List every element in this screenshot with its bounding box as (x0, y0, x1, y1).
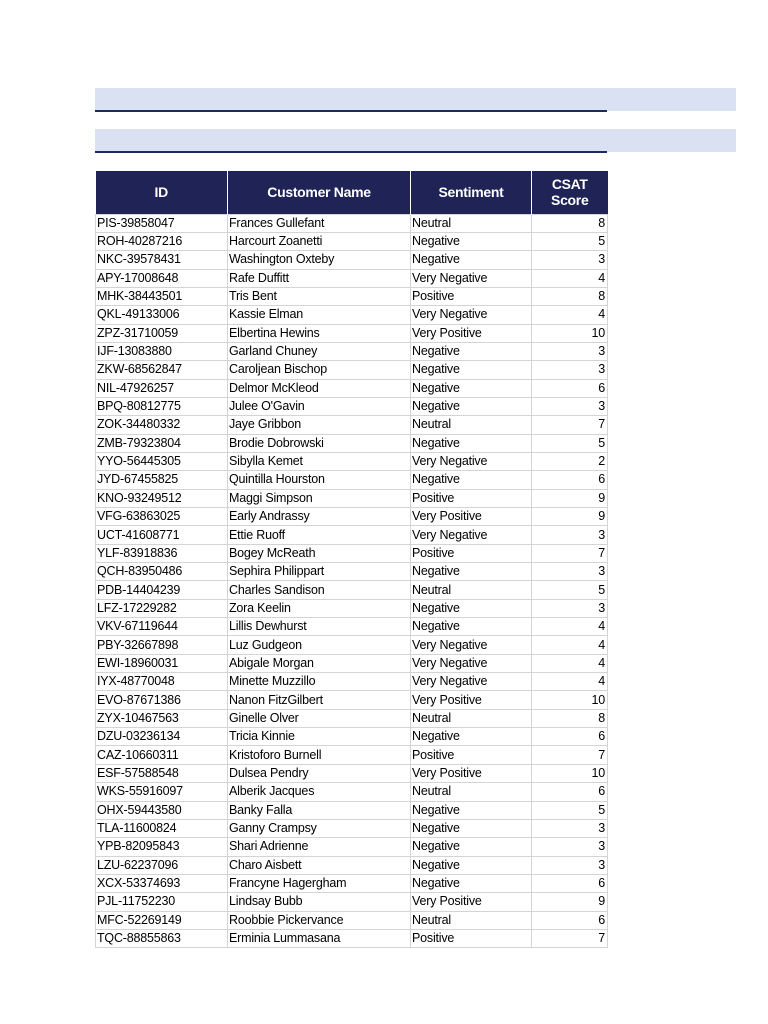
cell-id[interactable]: PIS-39858047 (96, 214, 228, 232)
cell-sentiment[interactable]: Negative (411, 874, 532, 892)
cell-id[interactable]: TQC-88855863 (96, 929, 228, 947)
cell-sentiment[interactable]: Negative (411, 856, 532, 874)
cell-id[interactable]: NIL-47926257 (96, 379, 228, 397)
cell-id[interactable]: XCX-53374693 (96, 874, 228, 892)
table-row (96, 508, 608, 526)
cell-customer-name[interactable]: Jaye Gribbon (228, 416, 411, 434)
cell-csat-score[interactable]: 6 (532, 783, 608, 801)
cell-customer-name[interactable]: Tris Bent (228, 287, 411, 305)
cell-customer-name[interactable]: Ganny Crampsy (228, 819, 411, 837)
cell-sentiment[interactable]: Neutral (411, 911, 532, 929)
table-row (96, 929, 608, 947)
cell-id[interactable]: CAZ-10660311 (96, 746, 228, 764)
cell-csat-score[interactable]: 7 (532, 746, 608, 764)
cell-customer-name[interactable]: Rafe Duffitt (228, 269, 411, 287)
cell-customer-name[interactable]: Abigale Morgan (228, 654, 411, 672)
cell-id[interactable]: ZPZ-31710059 (96, 324, 228, 342)
table-row (96, 636, 608, 654)
cell-csat-score[interactable]: 3 (532, 251, 608, 269)
table-row (96, 214, 608, 232)
cell-sentiment[interactable]: Positive (411, 489, 532, 507)
cell-customer-name[interactable]: Charles Sandison (228, 581, 411, 599)
cell-id[interactable]: EVO-87671386 (96, 691, 228, 709)
cell-sentiment[interactable]: Very Negative (411, 654, 532, 672)
cell-csat-score[interactable]: 5 (532, 434, 608, 452)
cell-sentiment[interactable]: Negative (411, 342, 532, 360)
cell-id[interactable]: ESF-57588548 (96, 764, 228, 782)
cell-customer-name[interactable]: Lindsay Bubb (228, 893, 411, 911)
table-row (96, 581, 608, 599)
cell-csat-score[interactable]: 4 (532, 269, 608, 287)
cell-id[interactable]: MHK-38443501 (96, 287, 228, 305)
cell-csat-score[interactable]: 4 (532, 618, 608, 636)
cell-sentiment[interactable]: Negative (411, 251, 532, 269)
cell-sentiment[interactable]: Negative (411, 819, 532, 837)
table-row (96, 691, 608, 709)
cell-csat-score[interactable]: 10 (532, 324, 608, 342)
title-underline (95, 110, 607, 112)
cell-customer-name[interactable]: Francyne Hagergham (228, 874, 411, 892)
cell-customer-name[interactable]: Luz Gudgeon (228, 636, 411, 654)
cell-id[interactable]: APY-17008648 (96, 269, 228, 287)
cell-sentiment[interactable]: Positive (411, 929, 532, 947)
cell-id[interactable]: IJF-13083880 (96, 342, 228, 360)
cell-customer-name[interactable]: Alberik Jacques (228, 783, 411, 801)
cell-customer-name[interactable]: Early Andrassy (228, 508, 411, 526)
column-header-customer-name[interactable]: Customer Name (228, 171, 411, 214)
table-row (96, 874, 608, 892)
cell-csat-score[interactable]: 5 (532, 581, 608, 599)
cell-sentiment[interactable]: Very Negative (411, 636, 532, 654)
cell-id[interactable]: YYO-56445305 (96, 452, 228, 470)
table-row (96, 342, 608, 360)
cell-csat-score[interactable]: 7 (532, 929, 608, 947)
cell-customer-name[interactable]: Sephira Philippart (228, 563, 411, 581)
cell-csat-score[interactable]: 2 (532, 452, 608, 470)
cell-sentiment[interactable]: Very Positive (411, 508, 532, 526)
cell-csat-score[interactable]: 3 (532, 819, 608, 837)
cell-id[interactable]: ROH-40287216 (96, 232, 228, 250)
cell-customer-name[interactable]: Washington Oxteby (228, 251, 411, 269)
table-row (96, 452, 608, 470)
cell-csat-score[interactable]: 3 (532, 599, 608, 617)
cell-id[interactable]: MFC-52269149 (96, 911, 228, 929)
table-row (96, 728, 608, 746)
cell-id[interactable]: YLF-83918836 (96, 544, 228, 562)
cell-csat-score[interactable]: 9 (532, 893, 608, 911)
cell-csat-score[interactable]: 4 (532, 636, 608, 654)
cell-id[interactable]: PBY-32667898 (96, 636, 228, 654)
cell-sentiment[interactable]: Neutral (411, 709, 532, 727)
cell-sentiment[interactable]: Neutral (411, 581, 532, 599)
cell-customer-name[interactable]: Ettie Ruoff (228, 526, 411, 544)
customer-sentiment-table (95, 171, 608, 948)
cell-customer-name[interactable]: Zora Keelin (228, 599, 411, 617)
cell-id[interactable]: ZYX-10467563 (96, 709, 228, 727)
cell-id[interactable]: ZKW-68562847 (96, 361, 228, 379)
cell-csat-score[interactable]: 4 (532, 673, 608, 691)
table-row (96, 654, 608, 672)
cell-csat-score[interactable]: 6 (532, 471, 608, 489)
cell-id[interactable]: WKS-55916097 (96, 783, 228, 801)
cell-customer-name[interactable]: Maggi Simpson (228, 489, 411, 507)
table-row (96, 746, 608, 764)
cell-sentiment[interactable]: Very Negative (411, 306, 532, 324)
table-row (96, 416, 608, 434)
cell-id[interactable]: KNO-93249512 (96, 489, 228, 507)
cell-customer-name[interactable]: Lillis Dewhurst (228, 618, 411, 636)
cell-csat-score[interactable]: 10 (532, 764, 608, 782)
cell-csat-score[interactable]: 3 (532, 397, 608, 415)
cell-csat-score[interactable]: 8 (532, 287, 608, 305)
cell-sentiment[interactable]: Negative (411, 361, 532, 379)
cell-csat-score[interactable]: 3 (532, 361, 608, 379)
table-row (96, 838, 608, 856)
cell-csat-score[interactable]: 6 (532, 911, 608, 929)
cell-id[interactable]: ZOK-34480332 (96, 416, 228, 434)
table-row (96, 489, 608, 507)
table-body (96, 214, 608, 948)
cell-sentiment[interactable]: Negative (411, 379, 532, 397)
cell-customer-name[interactable]: Ginelle Olver (228, 709, 411, 727)
cell-sentiment[interactable]: Negative (411, 471, 532, 489)
cell-customer-name[interactable]: Nanon FitzGilbert (228, 691, 411, 709)
cell-customer-name[interactable]: Banky Falla (228, 801, 411, 819)
table-header-row (96, 171, 608, 214)
cell-sentiment[interactable]: Neutral (411, 416, 532, 434)
cell-id[interactable]: IYX-48770048 (96, 673, 228, 691)
cell-sentiment[interactable]: Neutral (411, 783, 532, 801)
cell-sentiment[interactable]: Very Negative (411, 269, 532, 287)
cell-sentiment[interactable]: Negative (411, 232, 532, 250)
cell-customer-name[interactable]: Kassie Elman (228, 306, 411, 324)
cell-customer-name[interactable]: Caroljean Bischop (228, 361, 411, 379)
cell-customer-name[interactable]: Bogey McReath (228, 544, 411, 562)
column-header-id[interactable]: ID (96, 171, 228, 214)
table-row (96, 911, 608, 929)
table-row (96, 324, 608, 342)
subtitle-underline (95, 151, 607, 153)
cell-sentiment[interactable]: Very Negative (411, 673, 532, 691)
cell-customer-name[interactable]: Harcourt Zoanetti (228, 232, 411, 250)
cell-id[interactable]: QKL-49133006 (96, 306, 228, 324)
cell-sentiment[interactable]: Very Positive (411, 324, 532, 342)
cell-sentiment[interactable]: Positive (411, 287, 532, 305)
column-header-csat-score[interactable]: CSAT Score (532, 171, 608, 214)
cell-sentiment[interactable]: Negative (411, 838, 532, 856)
cell-sentiment[interactable]: Neutral (411, 214, 532, 232)
cell-csat-score[interactable]: 9 (532, 489, 608, 507)
table-row (96, 526, 608, 544)
title-banner (95, 88, 736, 111)
cell-csat-score[interactable]: 3 (532, 526, 608, 544)
cell-csat-score[interactable]: 7 (532, 416, 608, 434)
table-row (96, 709, 608, 727)
table-row (96, 287, 608, 305)
cell-csat-score[interactable]: 5 (532, 801, 608, 819)
table-row (96, 251, 608, 269)
cell-id[interactable]: NKC-39578431 (96, 251, 228, 269)
cell-sentiment[interactable]: Very Positive (411, 691, 532, 709)
cell-id[interactable]: BPQ-80812775 (96, 397, 228, 415)
cell-csat-score[interactable]: 5 (532, 232, 608, 250)
column-header-sentiment[interactable]: Sentiment (411, 171, 532, 214)
table-row (96, 379, 608, 397)
cell-customer-name[interactable]: Kristoforo Burnell (228, 746, 411, 764)
cell-sentiment[interactable]: Very Positive (411, 764, 532, 782)
cell-customer-name[interactable]: Frances Gullefant (228, 214, 411, 232)
cell-csat-score[interactable]: 3 (532, 856, 608, 874)
cell-sentiment[interactable]: Negative (411, 434, 532, 452)
cell-sentiment[interactable]: Negative (411, 563, 532, 581)
table-row (96, 856, 608, 874)
cell-id[interactable]: YPB-82095843 (96, 838, 228, 856)
cell-csat-score[interactable]: 6 (532, 728, 608, 746)
cell-customer-name[interactable]: Sibylla Kemet (228, 452, 411, 470)
cell-customer-name[interactable]: Quintilla Hourston (228, 471, 411, 489)
cell-id[interactable]: JYD-67455825 (96, 471, 228, 489)
table-row (96, 544, 608, 562)
cell-id[interactable]: LZU-62237096 (96, 856, 228, 874)
cell-id[interactable]: UCT-41608771 (96, 526, 228, 544)
table-row (96, 232, 608, 250)
cell-id[interactable]: TLA-11600824 (96, 819, 228, 837)
cell-sentiment[interactable]: Negative (411, 397, 532, 415)
table-row (96, 673, 608, 691)
cell-csat-score[interactable]: 3 (532, 342, 608, 360)
cell-csat-score[interactable]: 3 (532, 838, 608, 856)
cell-csat-score[interactable]: 8 (532, 214, 608, 232)
cell-sentiment[interactable]: Very Negative (411, 526, 532, 544)
table-row (96, 599, 608, 617)
cell-sentiment[interactable]: Very Positive (411, 893, 532, 911)
cell-csat-score[interactable]: 6 (532, 874, 608, 892)
table-row (96, 306, 608, 324)
cell-sentiment[interactable]: Positive (411, 544, 532, 562)
table-row (96, 434, 608, 452)
table-row (96, 563, 608, 581)
cell-sentiment[interactable]: Negative (411, 728, 532, 746)
cell-customer-name[interactable]: Elbertina Hewins (228, 324, 411, 342)
cell-customer-name[interactable]: Shari Adrienne (228, 838, 411, 856)
cell-csat-score[interactable]: 10 (532, 691, 608, 709)
table-row (96, 801, 608, 819)
cell-customer-name[interactable]: Delmor McKleod (228, 379, 411, 397)
cell-customer-name[interactable]: Roobbie Pickervance (228, 911, 411, 929)
cell-customer-name[interactable]: Garland Chuney (228, 342, 411, 360)
cell-customer-name[interactable]: Tricia Kinnie (228, 728, 411, 746)
cell-id[interactable]: QCH-83950486 (96, 563, 228, 581)
cell-csat-score[interactable]: 8 (532, 709, 608, 727)
cell-customer-name[interactable]: Charo Aisbett (228, 856, 411, 874)
cell-csat-score[interactable]: 9 (532, 508, 608, 526)
cell-id[interactable]: OHX-59443580 (96, 801, 228, 819)
cell-customer-name[interactable]: Minette Muzzillo (228, 673, 411, 691)
cell-customer-name[interactable]: Erminia Lummasana (228, 929, 411, 947)
cell-customer-name[interactable]: Julee O'Gavin (228, 397, 411, 415)
cell-id[interactable]: ZMB-79323804 (96, 434, 228, 452)
cell-sentiment[interactable]: Very Negative (411, 452, 532, 470)
cell-id[interactable]: PDB-14404239 (96, 581, 228, 599)
cell-id[interactable]: VFG-63863025 (96, 508, 228, 526)
table-row (96, 361, 608, 379)
cell-csat-score[interactable]: 6 (532, 379, 608, 397)
table-row (96, 764, 608, 782)
cell-sentiment[interactable]: Negative (411, 801, 532, 819)
cell-sentiment[interactable]: Negative (411, 618, 532, 636)
cell-sentiment[interactable]: Positive (411, 746, 532, 764)
table-row (96, 819, 608, 837)
table-row (96, 269, 608, 287)
cell-csat-score[interactable]: 7 (532, 544, 608, 562)
cell-csat-score[interactable]: 4 (532, 654, 608, 672)
table-row (96, 783, 608, 801)
table-row (96, 893, 608, 911)
subtitle-banner (95, 129, 736, 152)
table-row (96, 471, 608, 489)
cell-id[interactable]: DZU-03236134 (96, 728, 228, 746)
cell-csat-score[interactable]: 3 (532, 563, 608, 581)
cell-customer-name[interactable]: Dulsea Pendry (228, 764, 411, 782)
cell-id[interactable]: LFZ-17229282 (96, 599, 228, 617)
cell-id[interactable]: VKV-67119644 (96, 618, 228, 636)
cell-csat-score[interactable]: 4 (532, 306, 608, 324)
cell-id[interactable]: EWI-18960031 (96, 654, 228, 672)
cell-customer-name[interactable]: Brodie Dobrowski (228, 434, 411, 452)
table-row (96, 618, 608, 636)
cell-sentiment[interactable]: Negative (411, 599, 532, 617)
cell-id[interactable]: PJL-11752230 (96, 893, 228, 911)
table-row (96, 397, 608, 415)
